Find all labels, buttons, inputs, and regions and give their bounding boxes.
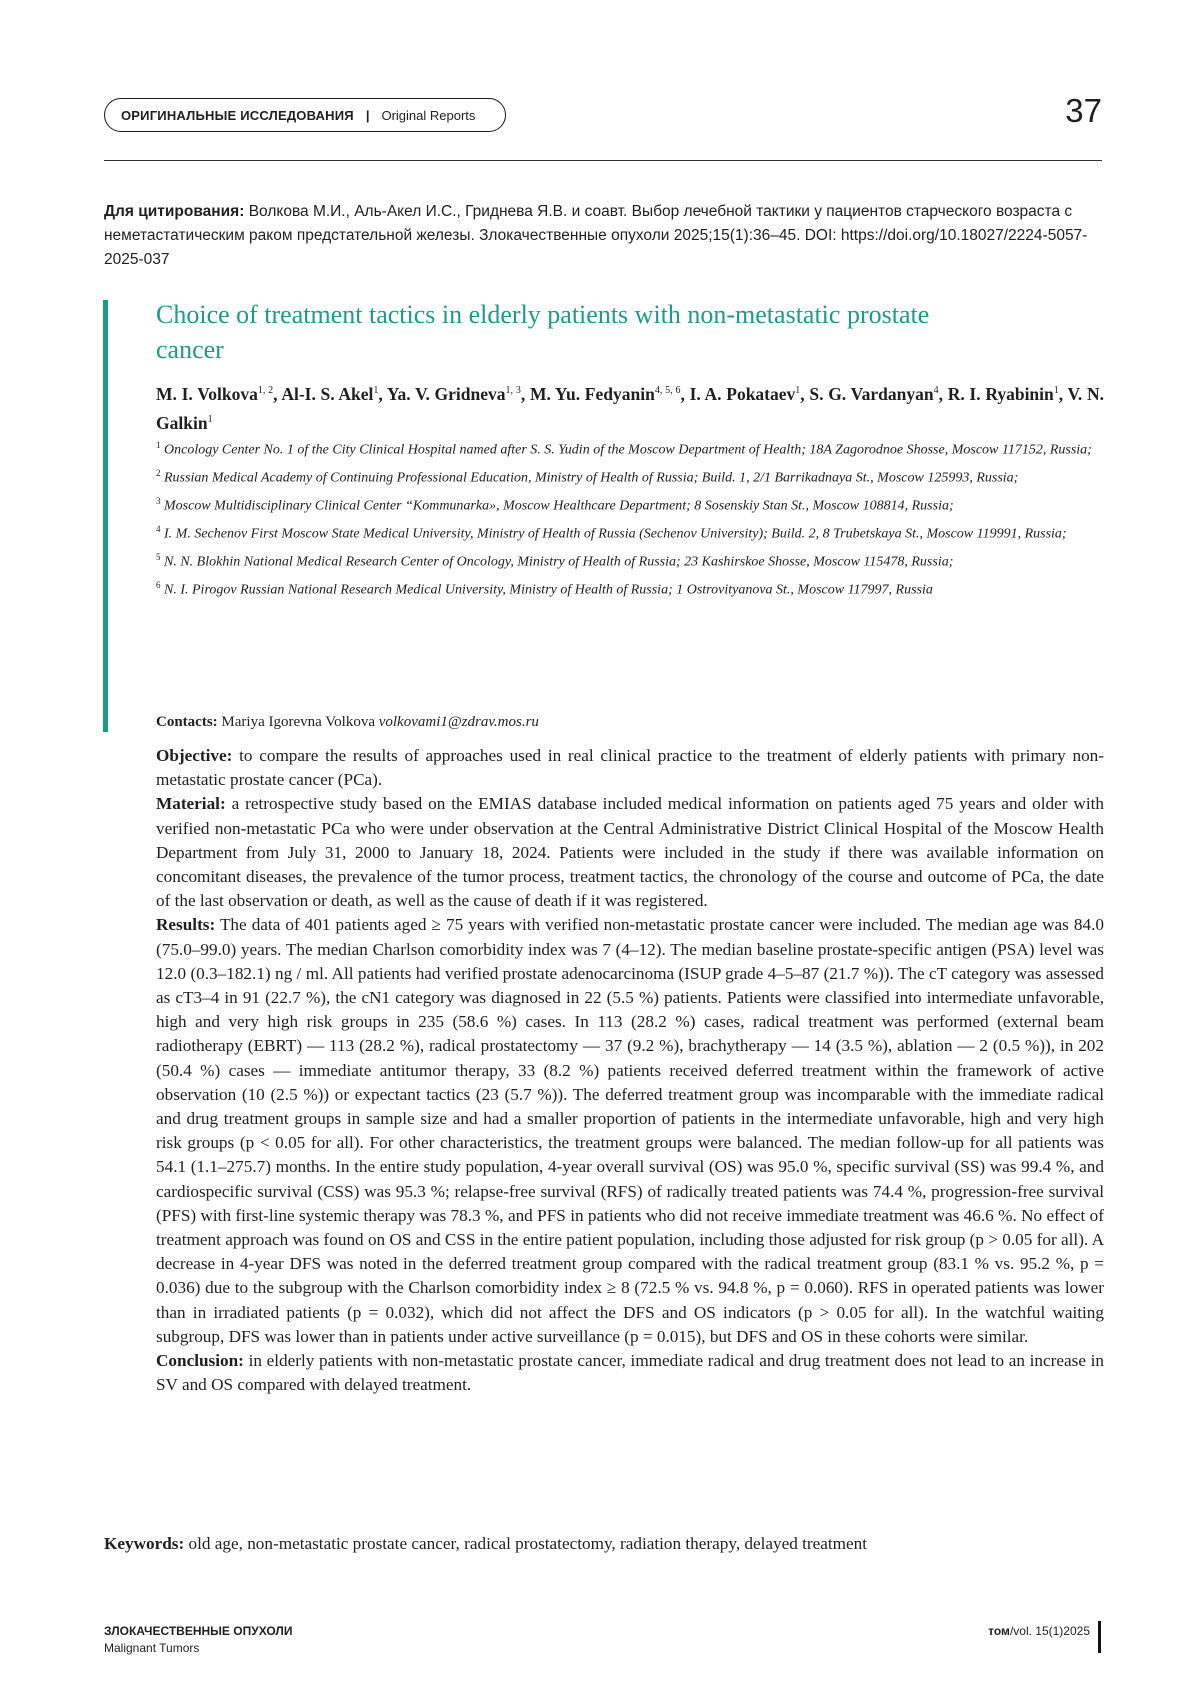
keywords-label: Keywords: (104, 1534, 185, 1553)
author-affiliation: 1 (1053, 385, 1059, 396)
affiliation-number: 3 (156, 496, 161, 507)
author-affiliation: 1 (207, 413, 213, 425)
header-divider (104, 160, 1102, 161)
article-title: Choice of treatment tactics in elderly patients with non-metastatic prostate cancer (156, 300, 930, 364)
affiliation-item (156, 490, 1096, 518)
section-separator: | (365, 107, 370, 123)
author-affiliation: 1 (373, 385, 379, 396)
abstract-results (156, 913, 1104, 1349)
material-label: Material: (156, 794, 226, 814)
abstract-conclusion (156, 1349, 1104, 1397)
affiliation-item (156, 518, 1096, 546)
affiliation-text: I. M. Sechenov First Moscow State Medical University, Ministry of Health of Russia (Sechenov University); Build. 2, 8 Trubetskaya St., Moscow 119991, Russia; (164, 526, 1067, 542)
affiliation-item (156, 546, 1096, 574)
citation-text: Волкова М.И., Аль-Акел И.С., Гриднева Я.В. и соавт. Выбор лечебной тактики у пациентов старческого возраста с неметастатическим раком предстательной железы. Злокачественные опухоли 2025;15(1):36–45. DOI: https://doi.org/10.18027/2224-5057-2025-037 (104, 203, 1088, 268)
author-affiliation: 1, 3 (505, 385, 521, 396)
author-affiliation: 1 (795, 385, 801, 396)
abstract (156, 744, 1104, 1397)
volume-text: /vol. 15(1)2025 (1009, 1624, 1090, 1638)
author-name: M. Yu. Fedyanin (529, 383, 655, 404)
section-badge (104, 98, 506, 132)
author-name: Al-I. S. Akel (281, 383, 374, 404)
affiliation-text: N. N. Blokhin National Medical Research Center of Oncology, Ministry of Health of Russia; 23 Kashirskoe Shosse, Moscow 115478, Russia; (164, 554, 954, 570)
author-affiliation: 1, 2 (257, 385, 274, 396)
citation (104, 200, 1104, 272)
author-name: M. I. Volkova (156, 383, 258, 404)
footer-journal (104, 1623, 292, 1657)
contacts-label: Contacts: (156, 714, 218, 730)
author-name: R. I. Ryabinin (947, 383, 1054, 404)
affiliation-text: N. I. Pirogov Russian National Research Medical University, Ministry of Health of Russia; 1 Ostrovityanova St., Moscow 117997, Russia (164, 582, 933, 598)
affiliation-item (156, 574, 1096, 602)
affiliation-text: Moscow Multidisciplinary Clinical Center “Kommunarka», Moscow Healthcare Department; 8 Sosenskiy Stan St., Moscow 108814, Russia; (164, 498, 954, 514)
affiliation-number: 4 (156, 524, 161, 535)
abstract-material (156, 792, 1104, 913)
author-name: I. A. Pokataev (689, 383, 796, 404)
journal-name-ru: ЗЛОКАЧЕСТВЕННЫЕ ОПУХОЛИ (104, 1624, 293, 1638)
affiliation-text: Russian Medical Academy of Continuing Professional Education, Ministry of Health of Russia; Build. 1, 2/1 Barrikadnaya St., Moscow 125993, Russia; (164, 470, 1019, 486)
keywords (104, 1532, 1104, 1556)
conclusion-text: in elderly patients with non-metastatic prostate cancer, immediate radical and drug treatment does not lead to an increase in SV and OS compared with delayed treatment. (156, 1351, 1105, 1395)
author-affiliation: 4 (933, 385, 939, 396)
contact-name: Mariya Igorevna Volkova (221, 714, 375, 730)
results-text: The data of 401 patients aged ≥ 75 years with verified non-metastatic prostate cancer were included. The median age was 84.0 (75.0–99.0) years. The median Charlson comorbidity index was 7 (4–12). The median baseline prostate-specific antigen (PSA) level was 12.0 (0.3–182.1) ng / ml. All patients had verified prostate adenocarcinoma (ISUP grade 4–5–87 (21.7 %)). The cT category was assessed as cT3–4 in 91 (22.7 %), the cN1 category was diagnosed in 22 (5.5 %) patients. Patients were classified into intermediate unfavorable, high and very high risk groups in 235 (58.6 %) cases. In 113 (28.2 %) cases, radical treatment was performed (external beam radiotherapy (EBRT) — 113 (28.2 %), radical prostatectomy — 37 (9.2 %), brachytherapy — 14 (3.5 %), ablation — 2 (0.5 %)), in 202 (50.4 %) cases — immediate antitumor therapy, 33 (8.2 %) patients received deferred treatment within the framework of active observation (10 (2.5 %)) or expectant tactics (23 (5.7 %)). The deferred treatment group was incomparable with the immediate radical and drug treatment groups in sample size and had a smaller proportion of patients in the intermediate unfavorable, high and very high risk groups (p < 0.05 for all). For other characteristics, the treatment groups were balanced. The median follow-up for all patients was 54.1 (1.1–275.7) months. In the entire study population, 4-year overall survival (OS) was 95.0 %, specific survival (SS) was 99.4 %, and cardiospecific survival (CSS) was 95.3 %; relapse-free survival (RFS) of radically treated patients was 74.4 %, progression-free survival (PFS) with first-line systemic therapy was 78.3 %, and PFS in patients who did not receive immediate treatment was 46.6 %. No effect of treatment approach was found on OS and CSS in the entire patient population, including those adjusted for risk group (p > 0.05 for all). A decrease in 4-year DFS was noted in the deferred treatment group compared with the radical treatment group (83.1 % vs. 95.2 %, p = 0.036) due to the subgroup with the Charlson comorbidity index ≥ 8 (72.5 % vs. 94.8 %, p = 0.060). RFS in operated patients was lower than in irradiated patients (p = 0.032), which did not affect the DFS and OS indicators (p > 0.05 for all). In the watchful waiting subgroup, DFS was lower than in patients under active surveillance (p = 0.015), but DFS and OS in these cohorts were similar. (156, 915, 1104, 1346)
affiliation-number: 6 (156, 580, 161, 591)
affiliation-number: 5 (156, 552, 161, 563)
affiliation-item (156, 434, 1096, 462)
citation-label: Для цитирования: (104, 203, 245, 220)
section-label-ru: ОРИГИНАЛЬНЫЕ ИССЛЕДОВАНИЯ (121, 107, 354, 123)
affiliation-text: Oncology Center No. 1 of the City Clinical Hospital named after S. S. Yudin of the Moscow Department of Health; 18A Zagorodnoe Shosse, Moscow 117152, Russia; (164, 442, 1092, 458)
objective-text: to compare the results of approaches used in real clinical practice to the treatment of elderly patients with primary non-metastatic prostate cancer (PCa). (156, 746, 1104, 790)
section-label-en: Original Reports (381, 107, 476, 123)
keywords-text: old age, non-metastatic prostate cancer, radical prostatectomy, radiation therapy, delayed treatment (188, 1534, 868, 1553)
affiliation-item (156, 462, 1096, 490)
affiliation-list (156, 434, 1096, 602)
footer-marker-bar (1098, 1621, 1101, 1653)
affiliation-number: 2 (156, 468, 161, 479)
author-name: V. N. Galkin (156, 383, 1105, 433)
contacts (156, 711, 1096, 733)
page-number: 37 (1065, 92, 1102, 129)
author-name: S. G. Vardanyan (809, 383, 934, 404)
author-affiliation: 4, 5, 6 (654, 385, 681, 396)
footer-volume (940, 1623, 1090, 1640)
results-label: Results: (156, 915, 216, 935)
journal-name-en: Malignant Tumors (104, 1641, 200, 1655)
title-accent-bar (103, 300, 108, 732)
author-name: Ya. V. Gridneva (386, 383, 506, 404)
contact-email-link[interactable]: volkovami1@zdrav.mos.ru (378, 714, 539, 730)
abstract-objective (156, 744, 1104, 792)
volume-label: том (988, 1624, 1010, 1638)
affiliation-number: 1 (156, 440, 161, 450)
conclusion-label: Conclusion: (156, 1351, 244, 1371)
objective-label: Objective: (156, 746, 233, 765)
author-list: M. I. Volkova$^{1, 2}$, Al-I. S. Akel$^1$, Ya. V. Gridneva$^{1, 3}$, M. Yu. Fedyanin$^{4, 5, 6}$, I. A. Pokataev$^1$, S. G. Vardanyan$^4$, R. I. Ryabinin$^1$, V. N. Galkin$^1$ (156, 383, 1105, 433)
material-text: a retrospective study based on the EMIAS database included medical information on patients aged 75 years and older with verified non-metastatic PCa who were under observation at the Central Administrative District Clinical Hospital of the Moscow Health Department from July 31, 2000 to January 18, 2024. Patients were included in the study if there was available information on concomitant diseases, the prevalence of the tumor process, treatment tactics, the chronology of the course and outcome of PCa, the date of the last observation or death, as well as the cause of death if it was registered. (156, 794, 1104, 911)
